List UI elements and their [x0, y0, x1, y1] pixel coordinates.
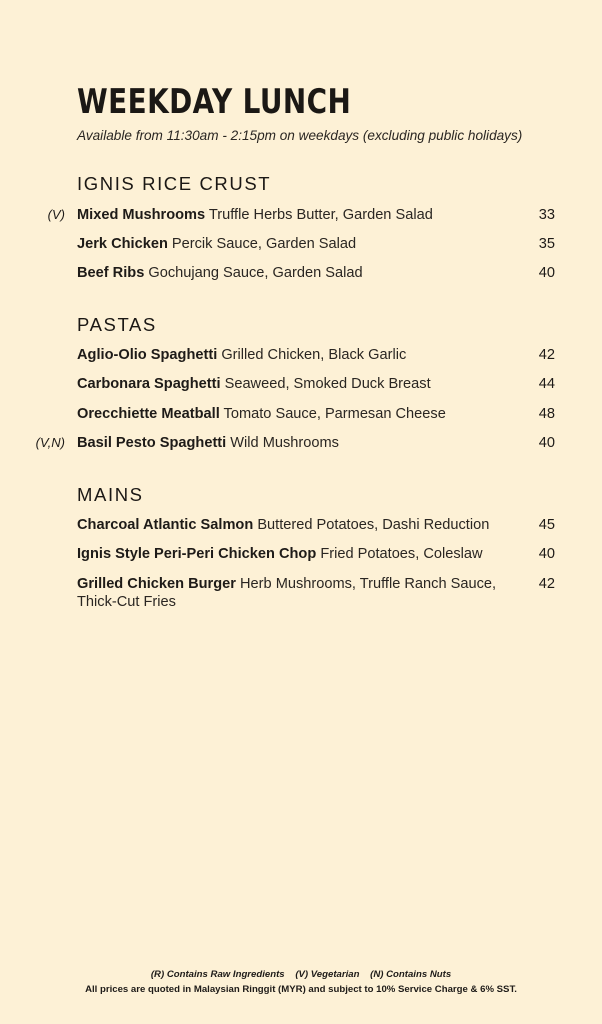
page-title: WEEKDAY LUNCH	[77, 82, 352, 122]
legend-raw: (R) Contains Raw Ingredients	[150, 969, 285, 980]
menu-item-description: Seaweed, Smoked Duck Breast	[224, 376, 431, 392]
menu-item-description: Fried Potatoes, Coleslaw	[320, 546, 483, 562]
section-title-rice-crust: IGNIS RICE CRUST	[77, 173, 272, 194]
menu-item	[0, 405, 602, 427]
menu-item-price: 44	[538, 376, 555, 392]
menu-item-text	[77, 264, 522, 282]
menu-item-description: Wild Mushrooms	[230, 435, 339, 451]
menu-item-description: Buttered Potatoes, Dashi Reduction	[257, 517, 490, 533]
menu-item-text	[77, 375, 522, 393]
menu-item	[0, 206, 602, 228]
legend-nuts: (N) Contains Nuts	[370, 969, 452, 980]
menu-item-name: Mixed Mushrooms	[77, 207, 206, 223]
menu-item	[0, 434, 602, 456]
section-title-mains: MAINS	[77, 484, 144, 505]
menu-item-price: 45	[538, 517, 555, 533]
menu-item-name: Basil Pesto Spaghetti	[77, 435, 227, 451]
menu-item-name: Charcoal Atlantic Salmon	[77, 517, 254, 533]
menu-item-text	[77, 545, 522, 563]
menu-item-description: Tomato Sauce, Parmesan Cheese	[223, 406, 446, 422]
menu-item	[0, 375, 602, 397]
legend	[0, 969, 602, 980]
menu-item-description: Gochujang Sauce, Garden Salad	[148, 265, 363, 281]
dietary-tag: (V,N)	[35, 435, 65, 450]
section-title-pastas: PASTAS	[77, 314, 157, 335]
menu-item-text	[77, 434, 522, 452]
menu-item-text	[77, 575, 522, 611]
menu-item-name: Aglio-Olio Spaghetti	[77, 347, 218, 363]
menu-item-text	[77, 235, 522, 253]
menu-item-name: Grilled Chicken Burger	[77, 576, 236, 592]
menu-item	[0, 264, 602, 286]
menu-item-description: Grilled Chicken, Black Garlic	[221, 347, 407, 363]
menu-item	[0, 545, 602, 567]
menu-item-name: Jerk Chicken	[77, 236, 168, 252]
menu-item	[0, 346, 602, 368]
menu-item-description: Percik Sauce, Garden Salad	[171, 236, 357, 252]
menu-item-text	[77, 516, 522, 534]
menu-item-price: 33	[538, 207, 555, 223]
menu-item-price: 48	[538, 406, 555, 422]
menu-item-text	[77, 346, 522, 364]
menu-item-description: Herb Mushrooms, Truffle Ranch Sauce, Thick-Cut Fries	[77, 576, 497, 610]
menu-item-price: 40	[538, 265, 555, 281]
dietary-tag: (V)	[47, 207, 65, 222]
menu-item-price: 42	[538, 347, 555, 363]
menu-item-name: Ignis Style Peri-Peri Chicken Chop	[77, 546, 317, 562]
menu-item-name: Orecchiette Meatball	[77, 406, 220, 422]
menu-item-price: 42	[538, 576, 555, 592]
menu-item-text	[77, 206, 522, 224]
menu-item-price: 40	[538, 435, 555, 451]
availability-note: Available from 11:30am - 2:15pm on weekdays (excluding public holidays)	[77, 128, 523, 143]
menu-item	[0, 235, 602, 257]
menu-item-name: Beef Ribs	[77, 265, 145, 281]
price-note: All prices are quoted in Malaysian Ringgit (MYR) and subject to 10% Service Charge & 6% SST.	[85, 984, 517, 995]
menu-item	[0, 575, 602, 615]
menu-item-name: Carbonara Spaghetti	[77, 376, 221, 392]
legend-vegetarian: (V) Vegetarian	[295, 969, 360, 980]
menu-item-price: 35	[538, 236, 555, 252]
menu-item	[0, 516, 602, 538]
menu-item-description: Truffle Herbs Butter, Garden Salad	[208, 207, 433, 223]
menu-item-price: 40	[538, 546, 555, 562]
menu-item-text	[77, 405, 522, 423]
